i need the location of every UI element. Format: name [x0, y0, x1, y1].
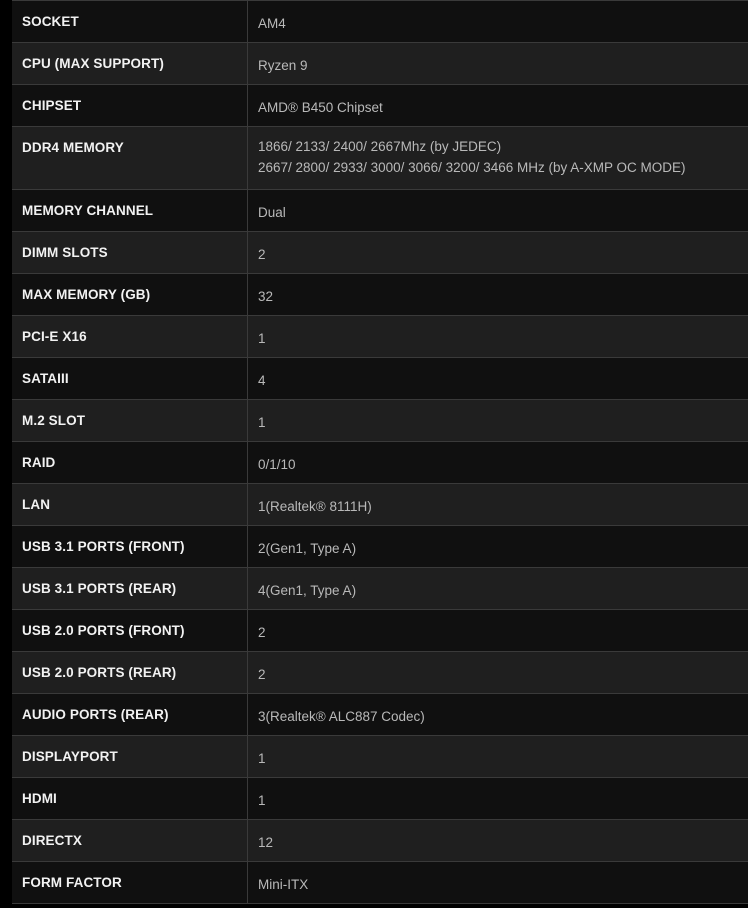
spec-row-usb31-front: [12, 526, 748, 568]
spec-row-usb20-front: [12, 610, 748, 652]
spec-value: 1: [258, 331, 266, 346]
spec-label: SATAIII: [12, 358, 248, 399]
spec-value: 3(Realtek® ALC887 Codec): [258, 709, 425, 724]
spec-row-hdmi: [12, 778, 748, 820]
spec-label: RAID: [12, 442, 248, 483]
spec-label: CHIPSET: [12, 85, 248, 126]
spec-value: 2(Gen1, Type A): [258, 541, 357, 556]
spec-value: 32: [258, 289, 274, 304]
spec-label: USB 3.1 PORTS (REAR): [12, 568, 248, 609]
spec-value: 4(Gen1, Type A): [258, 583, 357, 598]
spec-label: USB 2.0 PORTS (REAR): [12, 652, 248, 693]
spec-row-max-memory: [12, 274, 748, 316]
spec-value: Mini-ITX: [258, 877, 309, 892]
spec-value: AM4: [258, 16, 286, 31]
spec-label: DISPLAYPORT: [12, 736, 248, 777]
spec-row-audio-ports-rear: [12, 694, 748, 736]
spec-label: USB 3.1 PORTS (FRONT): [12, 526, 248, 567]
spec-label: DIMM SLOTS: [12, 232, 248, 273]
spec-value-line-jedec: 1866/ 2133/ 2400/ 2667Mhz (by JEDEC): [258, 139, 502, 154]
spec-label: DIRECTX: [12, 820, 248, 861]
spec-value-line-xmp: 2667/ 2800/ 2933/ 3000/ 3066/ 3200/ 3466 MHz (by A-XMP OC MODE): [258, 160, 686, 175]
spec-row-usb20-rear: [12, 652, 748, 694]
spec-value: 1(Realtek® 8111H): [258, 499, 372, 514]
spec-value: 0/1/10: [258, 457, 296, 472]
spec-row-memory-channel: [12, 190, 748, 232]
spec-value: 1: [258, 415, 266, 430]
spec-row-displayport: [12, 736, 748, 778]
spec-row-form-factor: [12, 862, 748, 904]
spec-label: M.2 SLOT: [12, 400, 248, 441]
spec-row-chipset: [12, 85, 748, 127]
spec-row-ddr4-memory: [12, 127, 748, 190]
spec-label: USB 2.0 PORTS (FRONT): [12, 610, 248, 651]
spec-value: 2: [258, 625, 266, 640]
spec-row-raid: [12, 442, 748, 484]
spec-value: 1: [258, 793, 266, 808]
spec-label: PCI-E X16: [12, 316, 248, 357]
spec-row-pci-e-x16: [12, 316, 748, 358]
spec-label: DDR4 MEMORY: [12, 127, 248, 189]
spec-label: FORM FACTOR: [12, 862, 248, 903]
spec-label: SOCKET: [12, 1, 248, 42]
spec-row-m2-slot: [12, 400, 748, 442]
spec-value: 1: [258, 751, 266, 766]
spec-row-cpu-max-support: [12, 43, 748, 85]
specifications-table: [12, 0, 748, 904]
spec-label: LAN: [12, 484, 248, 525]
spec-value: 2: [258, 247, 266, 262]
spec-label: CPU (MAX SUPPORT): [12, 43, 248, 84]
spec-value: [248, 127, 748, 189]
spec-value: AMD® B450 Chipset: [258, 100, 383, 115]
spec-value: 4: [258, 373, 266, 388]
spec-row-dimm-slots: [12, 232, 748, 274]
spec-row-usb31-rear: [12, 568, 748, 610]
spec-label: MEMORY CHANNEL: [12, 190, 248, 231]
spec-label: MAX MEMORY (GB): [12, 274, 248, 315]
spec-value: Ryzen 9: [258, 58, 308, 73]
spec-label: AUDIO PORTS (REAR): [12, 694, 248, 735]
spec-row-socket: [12, 1, 748, 43]
spec-value: Dual: [258, 205, 286, 220]
spec-row-directx: [12, 820, 748, 862]
spec-row-lan: [12, 484, 748, 526]
spec-value: 2: [258, 667, 266, 682]
spec-label: HDMI: [12, 778, 248, 819]
spec-row-sataiii: [12, 358, 748, 400]
spec-value: 12: [258, 835, 274, 850]
